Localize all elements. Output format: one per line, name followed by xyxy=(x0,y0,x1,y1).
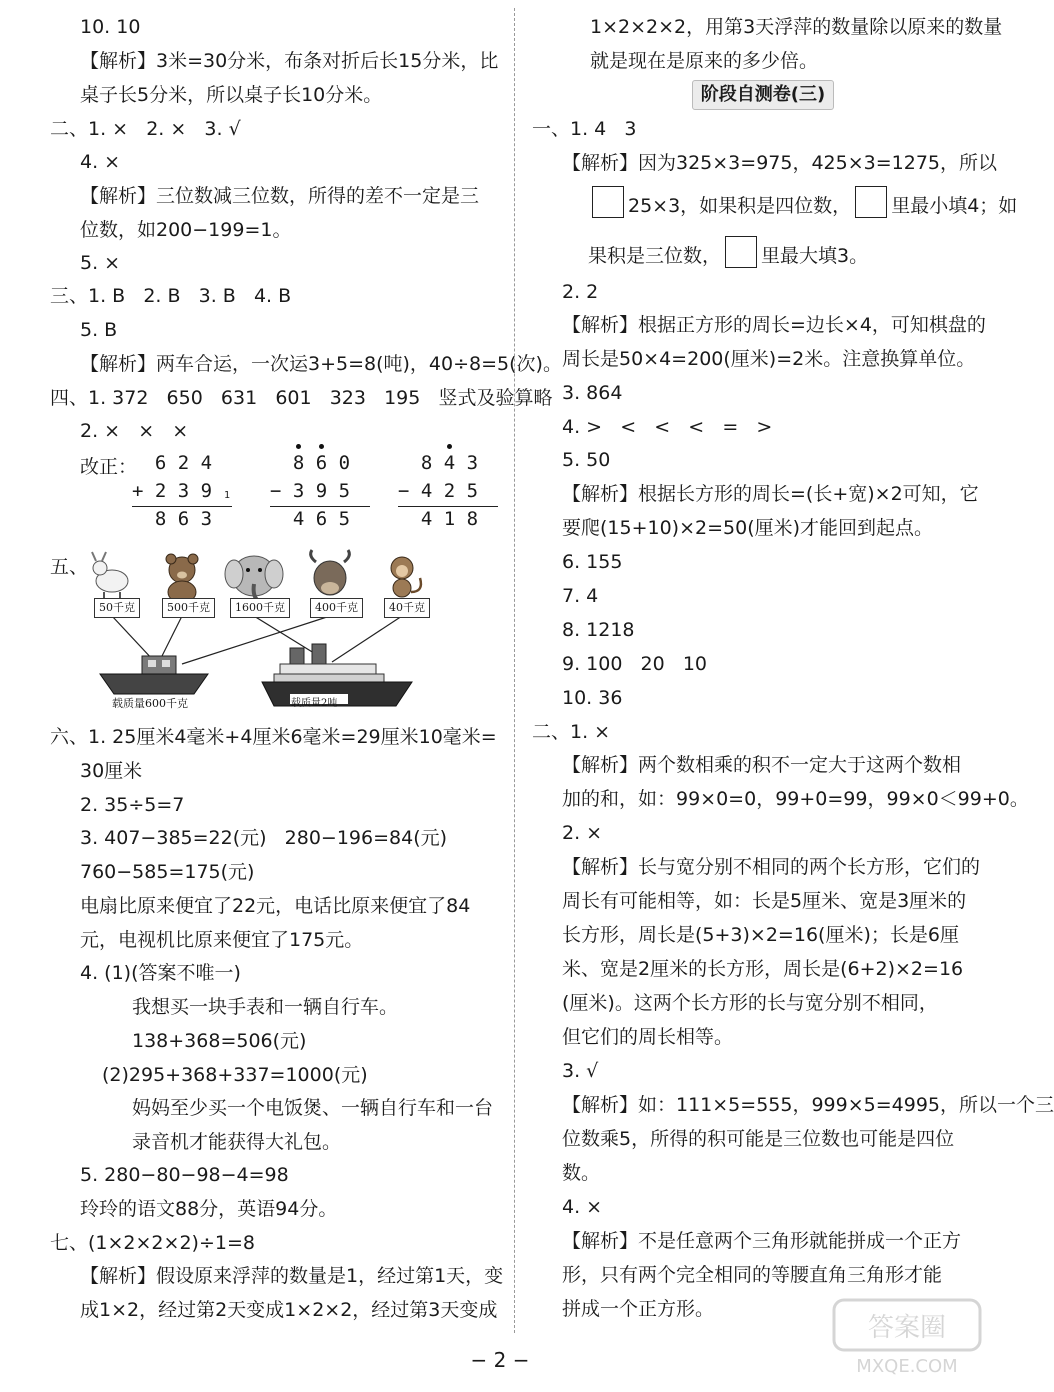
calc2-row3: 4 6 5 xyxy=(270,508,351,530)
section-title: 阶段自测卷(三) xyxy=(692,80,834,110)
calc2-line xyxy=(270,506,370,507)
elephant-icon xyxy=(225,556,283,602)
answer-box xyxy=(725,236,757,268)
text-line: 五、 xyxy=(50,556,89,578)
box-line-2-text-a: 果积是三位数， xyxy=(588,245,722,267)
calc3-line xyxy=(398,506,498,507)
text-line: 【解析】根据正方形的周长=边长×4，可知棋盘的 xyxy=(562,314,986,336)
weight-label-bear: 500千克 xyxy=(162,598,215,618)
box-line-1 xyxy=(588,186,1017,218)
text-line: 1×2×2×2，用第3天浮萍的数量除以原来的数量 xyxy=(590,16,1003,38)
weight-label-goat: 50千克 xyxy=(94,598,140,618)
text-line: 周长是50×4=200(厘米)=2米。注意换算单位。 xyxy=(562,348,976,370)
text-line: 5. 280−80−98−4=98 xyxy=(80,1164,289,1186)
box-line-2-text-b: 里最大填3。 xyxy=(761,245,869,267)
weight-label-elephant: 1600千克 xyxy=(230,598,290,618)
text-line: 2. × × × xyxy=(80,420,189,442)
text-line: 位数，如200−199=1。 xyxy=(80,219,292,241)
text-line: 形，只有两个完全相同的等腰直角三角形才能 xyxy=(562,1264,943,1286)
text-line: 【解析】如：111×5=555，999×5=4995，所以一个三 xyxy=(562,1094,1054,1116)
text-line: 拼成一个正方形。 xyxy=(562,1298,715,1320)
text-line: (厘米)。这两个长方形的长与宽分别不相同， xyxy=(562,992,938,1014)
answer-box xyxy=(855,186,887,218)
calc2-row1: 8 6 0 xyxy=(270,452,351,474)
goat-icon xyxy=(92,552,128,600)
text-line: 2. 2 xyxy=(562,281,599,303)
vertical-calc-3 xyxy=(398,452,498,542)
text-line: 7. 4 xyxy=(562,585,599,607)
borrow-dot xyxy=(447,444,452,449)
text-line: 元，电视机比原来便宜了175元。 xyxy=(80,929,364,951)
text-line: 30厘米 xyxy=(80,760,143,782)
calc3-row1: 8 4 3 xyxy=(398,452,479,474)
monkey-icon xyxy=(391,557,421,597)
text-line: 一、1. 4 3 xyxy=(532,118,637,140)
text-line: 138+368=506(元) xyxy=(132,1030,307,1052)
weight-label-monkey: 40千克 xyxy=(384,598,430,618)
text-line: 桌子长5分米，所以桌子长10分米。 xyxy=(80,84,383,106)
text-line: 妈妈至少买一个电饭煲、一辆自行车和一台 xyxy=(132,1097,494,1119)
calc1-row1: 6 2 4 xyxy=(132,452,213,474)
text-line: 玲玲的语文88分，英语94分。 xyxy=(80,1198,338,1220)
text-line: 周长有可能相等，如：长是5厘米、宽是3厘米的 xyxy=(562,890,967,912)
cow-icon xyxy=(311,550,350,595)
text-line: 七、(1×2×2×2)÷1=8 xyxy=(50,1232,255,1254)
big-ship-capacity: 载质量2吨 xyxy=(291,698,338,709)
text-line: 5. 50 xyxy=(562,449,611,471)
text-line: 成1×2，经过第2天变成1×2×2，经过第3天变成 xyxy=(80,1299,498,1321)
box-line-1-text-b: 里最小填4；如 xyxy=(891,195,1018,217)
text-line: (2)295+368+337=1000(元) xyxy=(102,1064,368,1086)
text-line: 760−585=175(元) xyxy=(80,861,255,883)
text-line: 【解析】根据长方形的周长=(长+宽)×2可知，它 xyxy=(562,483,979,505)
text-line: 4. × xyxy=(80,151,121,173)
borrow-dot xyxy=(296,444,301,449)
watermark-logo xyxy=(832,1298,982,1380)
text-line: 【解析】长与宽分别不相同的两个长方形，它们的 xyxy=(562,856,981,878)
text-line: 二、1. × xyxy=(532,721,611,743)
text-line: 【解析】不是任意两个三角形就能拼成一个正方 xyxy=(562,1230,962,1252)
box-line-2 xyxy=(588,236,868,268)
text-line: 加的和，如：99×0=0，99+0=99，99×0＜99+0。 xyxy=(562,788,1029,810)
text-line: 10. 36 xyxy=(562,687,623,709)
calc1-carry: 1 xyxy=(224,490,231,501)
text-line: 【解析】假设原来浮萍的数量是1，经过第1天，变 xyxy=(80,1265,504,1287)
svg-text:答案圈: 答案圈 xyxy=(867,1313,947,1343)
calc2-row2: − 3 9 5 xyxy=(270,480,351,502)
text-line: 【解析】3米=30分米，布条对折后长15分米，比 xyxy=(80,50,499,72)
text-line: 长方形，周长是(5+3)×2=16(厘米)；长是6厘 xyxy=(562,924,959,946)
text-line: 录音机才能获得大礼包。 xyxy=(132,1131,342,1153)
weight-label-cow: 400千克 xyxy=(310,598,363,618)
text-line: 六、1. 25厘米4毫米+4厘米6毫米=29厘米10毫米= xyxy=(50,726,497,748)
text-line: 4. × xyxy=(562,1196,603,1218)
illustration-svg xyxy=(90,548,490,718)
box-line-1-text-a: 25×3，如果积是四位数， xyxy=(628,195,852,217)
text-line: 电扇比原来便宜了22元，电话比原来便宜了84 xyxy=(80,895,471,917)
text-line: 我想买一块手表和一辆自行车。 xyxy=(132,996,399,1018)
text-line: 【解析】三位数减三位数，所得的差不一定是三 xyxy=(80,185,480,207)
text-line: 3. √ xyxy=(562,1060,599,1082)
text-line: 8. 1218 xyxy=(562,619,635,641)
text-line: 3. 864 xyxy=(562,382,623,404)
text-line: 9. 100 20 10 xyxy=(562,653,708,675)
text-line: 4. (1)(答案不唯一) xyxy=(80,962,241,984)
calc1-line xyxy=(132,506,232,507)
vertical-calc-1 xyxy=(132,452,232,542)
text-line: 5. × xyxy=(80,252,121,274)
calc1-row3: 8 6 3 xyxy=(132,508,213,530)
text-line: 4. > < < < = > xyxy=(562,416,773,438)
text-line: 3. 407−385=22(元) 280−196=84(元) xyxy=(80,827,448,849)
text-line: 米、宽是2厘米的长方形，周长是(6+2)×2=16 xyxy=(562,958,964,980)
page-number: − 2 − xyxy=(470,1348,530,1372)
calc3-row2: − 4 2 5 xyxy=(398,480,479,502)
svg-text:MXQE.COM: MXQE.COM xyxy=(856,1356,958,1377)
text-line: 2. 35÷5=7 xyxy=(80,794,185,816)
text-line: 位数乘5，所得的积可能是三位数也可能是四位 xyxy=(562,1128,955,1150)
text-line: 数。 xyxy=(562,1162,601,1184)
text-line: 二、1. × 2. × 3. √ xyxy=(50,118,241,140)
text-line: 但它们的周长相等。 xyxy=(562,1026,734,1048)
text-line: 就是现在是原来的多少倍。 xyxy=(590,50,819,72)
bear-icon xyxy=(166,554,198,603)
text-line: 要爬(15+10)×2=50(厘米)才能回到起点。 xyxy=(562,517,934,539)
correction-label: 改正： xyxy=(80,456,138,478)
answer-box xyxy=(592,186,624,218)
text-line: 【解析】两个数相乘的积不一定大于这两个数相 xyxy=(562,754,962,776)
text-line: 【解析】因为325×3=975，425×3=1275，所以 xyxy=(562,152,998,174)
small-boat-icon xyxy=(100,656,208,694)
text-line: 【解析】两车合运，一次运3+5=8(吨)，40÷8=5(次)。 xyxy=(80,353,562,375)
text-line: 10. 10 xyxy=(80,16,141,38)
calc1-row2: + 2 3 9 xyxy=(132,480,213,502)
borrow-dot xyxy=(319,444,324,449)
text-line: 三、1. B 2. B 3. B 4. B xyxy=(50,285,292,307)
column-divider xyxy=(514,8,515,1333)
text-line: 2. × xyxy=(562,822,603,844)
animals-boats-illustration xyxy=(90,548,490,718)
text-line: 四、1. 372 650 631 601 323 195 竖式及验算略 xyxy=(50,387,553,409)
calc3-row3: 4 1 8 xyxy=(398,508,479,530)
vertical-calc-2 xyxy=(270,452,370,542)
text-line: 5. B xyxy=(80,319,118,341)
text-line: 6. 155 xyxy=(562,551,623,573)
small-boat-capacity: 载质量600千克 xyxy=(112,697,188,710)
